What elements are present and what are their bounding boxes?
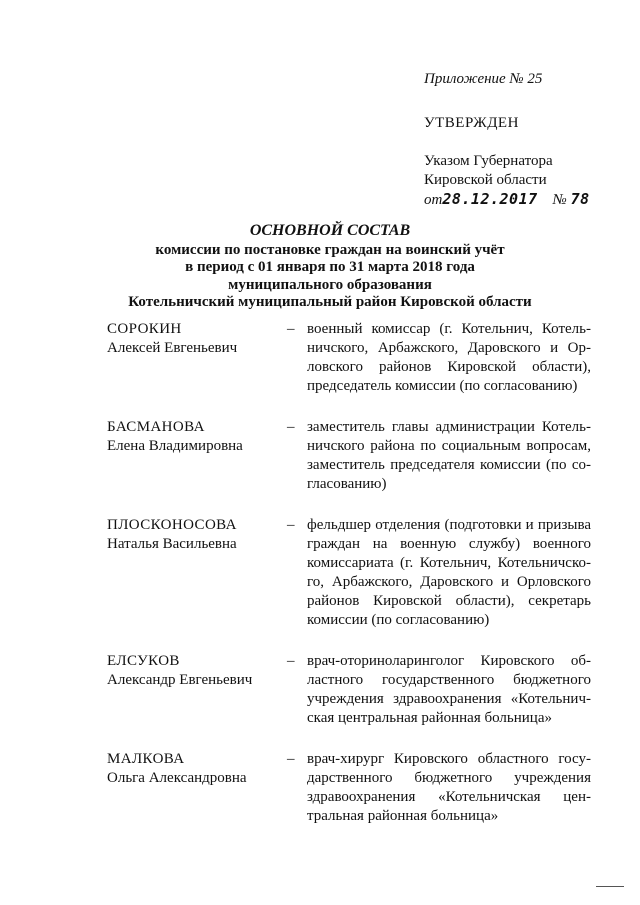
document-heading <box>100 222 560 312</box>
member-surname: ЕЛСУКОВ <box>107 653 180 669</box>
member-dash: – <box>287 321 295 337</box>
member-given-name: Ольга Александровна <box>107 770 247 786</box>
approval-block <box>424 70 624 210</box>
handwritten-date: 28.12.2017 <box>442 190 538 208</box>
decree-date-number <box>424 190 624 210</box>
member-name <box>107 516 287 630</box>
member-dash: – <box>287 419 295 435</box>
member-role: врач-хирург Кировского областного государственного бюджетного учреждения здравоохранения «Котельничская центральная районная больница» <box>307 751 591 824</box>
member-entry <box>107 652 591 728</box>
member-role: фельдшер отделения (подготовки и призыва граждан на военную службу) военного комиссариата (г. Котельнич, Котельничского, Арбажского, Даровского и Орловского районов Кировской области), секретарь комиссии (по согласованию) <box>307 517 591 628</box>
member-dash: – <box>287 517 295 533</box>
member-surname: МАЛКОВА <box>107 751 185 767</box>
member-name <box>107 652 287 728</box>
member-role: военный комиссар (г. Котельнич, Котельничского, Арбажского, Даровского и Орловского районов Кировской области), председатель комиссии (по согласованию) <box>307 321 591 394</box>
member-given-name: Александр Евгеньевич <box>107 672 253 688</box>
appendix-label: Приложение № 25 <box>424 71 543 87</box>
member-role: заместитель главы администрации Котельничского района по социальным вопросам, заместитель председателя комиссии (по согласованию) <box>307 419 591 492</box>
heading-line-1: комиссии по постановке граждан на воинский учёт <box>155 241 505 258</box>
heading-line-2: в период с 01 января по 31 марта 2018 года <box>185 259 475 275</box>
member-name <box>107 418 287 494</box>
approved-stamp-text: УТВЕРЖДЕН <box>424 115 519 131</box>
member-given-name: Наталья Васильевна <box>107 536 237 552</box>
heading-line-4: Котельничский муниципальный район Кировской области <box>128 294 532 310</box>
member-dash: – <box>287 751 295 767</box>
member-given-name: Алексей Евгеньевич <box>107 340 238 356</box>
decree-line-1: Указом Губернатора <box>424 153 553 169</box>
heading-line-3: муниципального образования <box>228 276 432 293</box>
member-surname: СОРОКИН <box>107 321 182 337</box>
from-prefix: от <box>424 192 443 208</box>
member-surname: БАСМАНОВА <box>107 419 205 435</box>
member-given-name: Елена Владимировна <box>107 438 243 454</box>
member-name <box>107 750 287 826</box>
members-list <box>107 320 591 848</box>
member-entry <box>107 516 591 630</box>
member-entry <box>107 418 591 494</box>
document-title: ОСНОВНОЙ СОСТАВ <box>249 222 411 239</box>
member-entry <box>107 750 591 826</box>
footer-divider <box>596 886 624 887</box>
decree-line-2: Кировской области <box>424 172 547 188</box>
member-dash: – <box>287 653 295 669</box>
member-name <box>107 320 287 396</box>
number-prefix: № <box>552 192 567 208</box>
member-surname: ПЛОСКОНОСОВА <box>107 517 237 533</box>
member-entry <box>107 320 591 396</box>
handwritten-number: 78 <box>570 190 590 208</box>
member-role: врач-оториноларинголог Кировского областного государственного бюджетного учреждения здравоохранения «Котельничская центральная районная больница» <box>307 653 591 726</box>
